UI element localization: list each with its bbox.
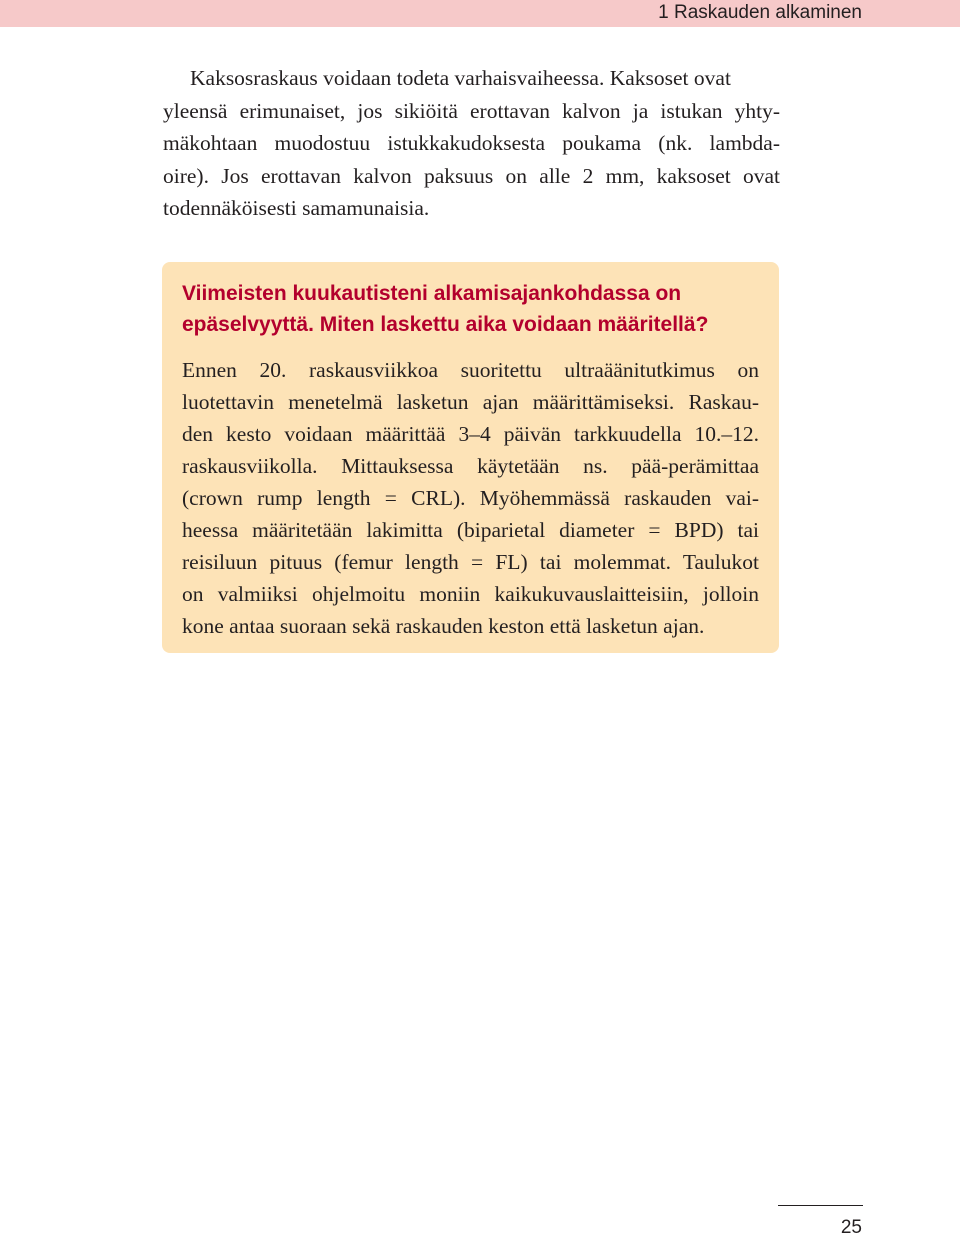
info-heading-line: Viimeisten kuukautisteni alkamisajankohdassa on bbox=[182, 282, 682, 305]
info-box bbox=[162, 262, 779, 653]
info-text-line: (crown rump length = CRL). Myöhemmässä raskauden vai- bbox=[182, 486, 759, 510]
body-paragraph bbox=[163, 62, 780, 225]
info-box-heading bbox=[182, 278, 752, 340]
info-text-line: reisiluun pituus (femur length = FL) tai molemmat. Taulukot bbox=[182, 550, 759, 574]
info-text-line: den kesto voidaan määrittää 3–4 päivän tarkkuudella 10.–12. bbox=[182, 422, 759, 446]
footer-rule bbox=[778, 1205, 863, 1206]
body-line: mäkohtaan muodostuu istukkakudoksesta poukama (nk. lambda- bbox=[163, 131, 780, 155]
chapter-header-band bbox=[0, 0, 960, 27]
body-line: Kaksosraskaus voidaan todeta varhaisvaiheessa. Kaksoset ovat bbox=[190, 66, 731, 90]
info-text-line: heessa määritetään lakimitta (biparietal diameter = BPD) tai bbox=[182, 518, 759, 542]
body-line: yleensä erimunaiset, jos sikiöitä erottavan kalvon ja istukan yhty- bbox=[163, 98, 780, 123]
info-text-line: raskausviikolla. Mittauksessa käytetään ns. pää-perämittaa bbox=[182, 454, 759, 478]
info-text-line: luotettavin menetelmä lasketun ajan määrittämiseksi. Raskau- bbox=[182, 390, 759, 414]
info-text-line: on valmiiksi ohjelmoitu moniin kaikukuvauslaitteisiin, jolloin bbox=[182, 582, 759, 606]
body-line: todennäköisesti samamunaisia. bbox=[163, 196, 430, 220]
chapter-title: 1 Raskauden alkaminen bbox=[658, 2, 862, 23]
body-line: oire). Jos erottavan kalvon paksuus on alle 2 mm, kaksoset ovat bbox=[163, 163, 780, 188]
info-heading-line: epäselvyyttä. Miten laskettu aika voidaan määritellä? bbox=[182, 313, 709, 336]
info-text-line: Ennen 20. raskausviikkoa suoritettu ultraäänitutkimus on bbox=[182, 358, 759, 382]
page-number: 25 bbox=[840, 1217, 862, 1238]
info-box-text bbox=[182, 354, 759, 642]
info-text-line: kone antaa suoraan sekä raskauden keston että lasketun ajan. bbox=[182, 614, 705, 638]
